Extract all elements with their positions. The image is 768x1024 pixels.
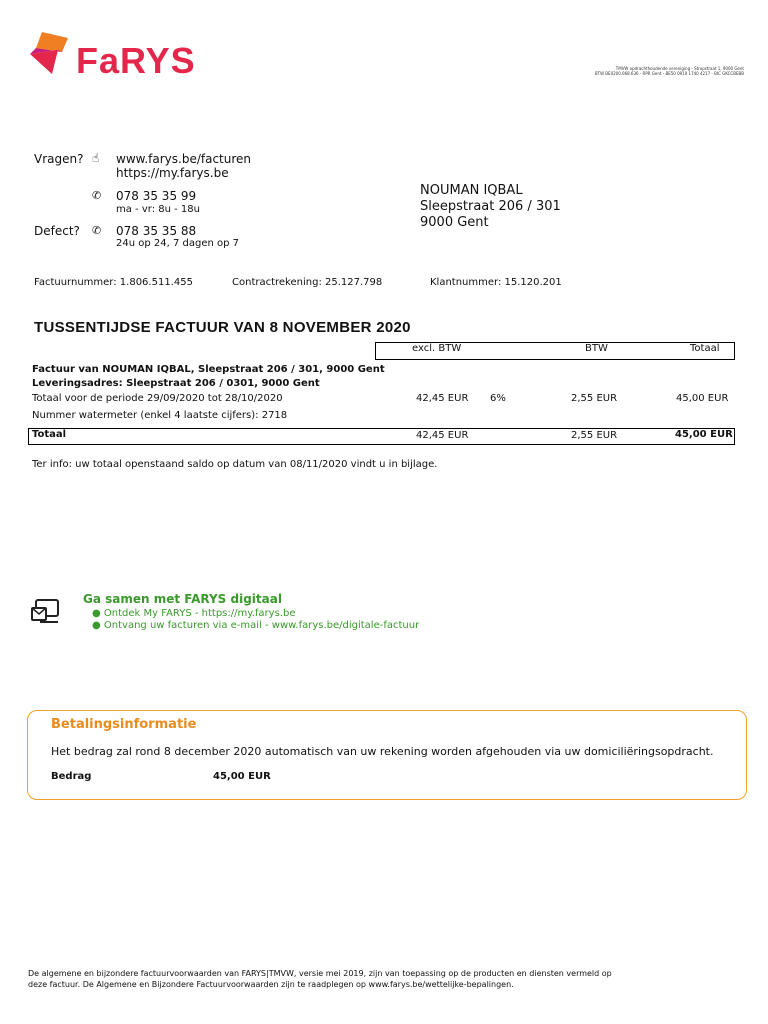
- total-total-value: 45,00 EUR: [675, 429, 733, 440]
- invoice-number: Factuurnummer: 1.806.511.455: [34, 277, 193, 288]
- contact-block: [34, 152, 294, 262]
- recipient-address: [420, 183, 561, 231]
- contract-number: Contractrekening: 25.127.798: [232, 277, 383, 288]
- portal-link[interactable]: https://my.farys.be: [116, 166, 229, 180]
- phone-hours: ma - vr: 8u - 18u: [116, 204, 200, 215]
- row-total-value: 45,00 EUR: [676, 393, 729, 404]
- phone-icon: ✆: [92, 189, 102, 202]
- legal-header: [492, 66, 744, 76]
- bullet-icon: ●: [92, 608, 101, 619]
- total-label: Totaal: [32, 429, 67, 440]
- invoice-line-1: Factuur van NOUMAN IQBAL, Sleepstraat 206 / 301, 9000 Gent: [32, 364, 385, 375]
- farys-logo: [28, 30, 208, 82]
- questions-label: Vragen?: [34, 152, 84, 166]
- recipient-city: 9000 Gent: [420, 215, 489, 230]
- customer-number: Klantnummer: 15.120.201: [430, 277, 562, 288]
- invoice-title: TUSSENTIJDSE FACTUUR VAN 8 NOVEMBER 2020: [34, 319, 411, 336]
- amount-label: Bedrag: [51, 771, 92, 782]
- legal-line-1: TMVW opdrachthoudende vereniging - Stropstraat 1, 9000 Gent: [615, 66, 744, 71]
- total-vat-value: 2,55 EUR: [571, 430, 618, 441]
- payment-text: Het bedrag zal rond 8 december 2020 automatisch van uw rekening worden afgehouden via uw domiciliëringsopdracht.: [51, 745, 714, 758]
- info-text: Ter info: uw totaal openstaand saldo op datum van 08/11/2020 vindt u in bijlage.: [32, 459, 438, 470]
- recipient-street: Sleepstraat 206 / 301: [420, 199, 561, 214]
- digital-item-1: [92, 608, 295, 619]
- digital-item-2-text[interactable]: Ontvang uw facturen via e-mail - www.farys.be/digitale-factuur: [103, 620, 420, 631]
- logo-text: FaRYS: [76, 40, 196, 81]
- bullet-icon: ●: [92, 620, 101, 631]
- period-text: Totaal voor de periode 29/09/2020 tot 28/10/2020: [32, 393, 283, 404]
- col-total: Totaal: [690, 343, 720, 354]
- total-row: [28, 428, 735, 445]
- total-excl-value: 42,45 EUR: [416, 430, 469, 441]
- phone-number[interactable]: 078 35 35 99: [116, 189, 197, 203]
- col-excl-btw: excl. BTW: [412, 343, 462, 354]
- logo-mark-icon: [28, 30, 76, 76]
- defect-hours: 24u op 24, 7 dagen op 7: [116, 238, 240, 249]
- footer-terms: [28, 968, 748, 990]
- payment-heading: Betalingsinformatie: [51, 717, 197, 732]
- digital-item-2: [92, 620, 419, 631]
- defect-label: Defect?: [34, 224, 80, 238]
- row-excl-value: 42,45 EUR: [416, 393, 469, 404]
- digital-icon: [30, 598, 62, 626]
- row-vat-value: 2,55 EUR: [571, 393, 618, 404]
- amount-value: 45,00 EUR: [213, 771, 271, 782]
- meter-text: Nummer watermeter (enkel 4 laatste cijfers): 2718: [32, 410, 288, 421]
- legal-line-2: BTW BE0200.068.636 - RPR Gent - BE50 0910 1740 4217 - BIC GKCCBEBB: [594, 71, 744, 76]
- recipient-name: NOUMAN IQBAL: [420, 183, 523, 198]
- row-rate-value: 6%: [490, 393, 506, 404]
- pointer-icon: ☝: [92, 151, 100, 165]
- defect-phone-icon: ✆: [92, 224, 102, 237]
- web-link[interactable]: www.farys.be/facturen: [116, 152, 252, 166]
- defect-phone[interactable]: 078 35 35 88: [116, 224, 197, 238]
- digital-item-1-text[interactable]: Ontdek My FARYS - https://my.farys.be: [103, 608, 296, 619]
- col-btw: BTW: [585, 343, 608, 354]
- footer-line-2: deze factuur. De Algemene en Bijzondere Factuurvoorwaarden zijn te raadplegen op www.farys.be/wettelijke-bepalingen.: [28, 980, 514, 989]
- invoice-line-2: Leveringsadres: Sleepstraat 206 / 0301, 9000 Gent: [32, 378, 320, 389]
- digital-heading: Ga samen met FARYS digitaal: [83, 592, 282, 606]
- footer-line-1: De algemene en bijzondere factuurvoorwaarden van FARYS|TMVW, versie mei 2019, zijn van toepassing op de producten en diensten vermeld op: [28, 969, 612, 978]
